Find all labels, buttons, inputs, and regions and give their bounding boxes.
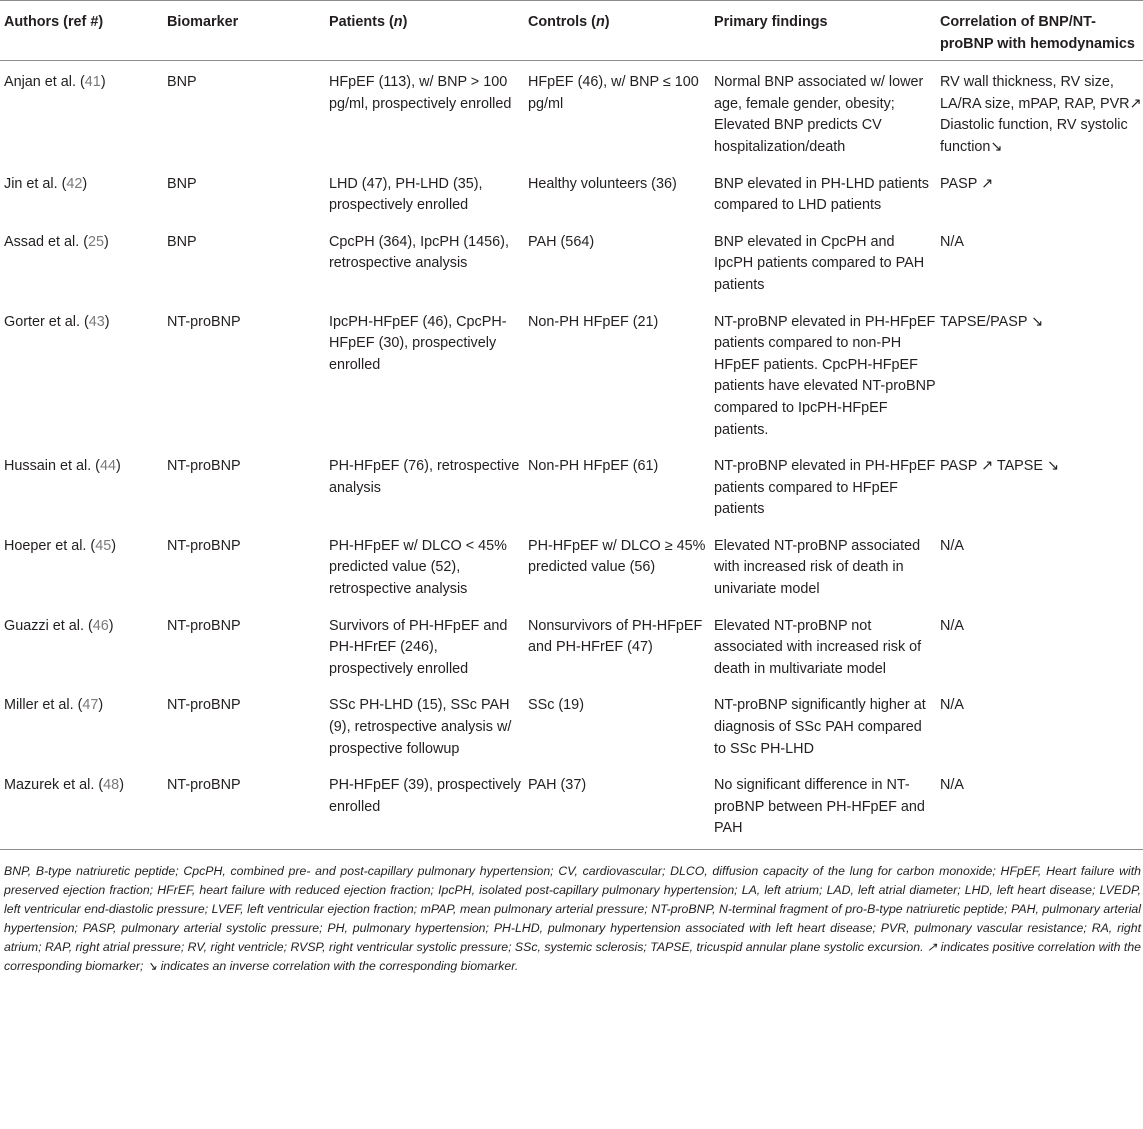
- author-name: Hoeper et al. (: [4, 537, 96, 554]
- reference-close: ): [111, 537, 116, 554]
- cell-biomarker: NT-proBNP: [167, 313, 241, 330]
- cell-patients: CpcPH (364), IpcPH (1456), retrospective analysis: [329, 233, 509, 272]
- table-row: [0, 221, 1143, 301]
- header-findings: Primary findings: [710, 1, 936, 61]
- cell-correlation: PASP ↗: [940, 175, 994, 192]
- reference-link[interactable]: 47: [82, 697, 99, 714]
- reference-link[interactable]: 43: [88, 313, 105, 330]
- author-name: Assad et al. (: [4, 233, 88, 250]
- cell-findings: BNP elevated in CpcPH and IpcPH patients compared to PAH patients: [714, 233, 925, 293]
- cell-biomarker: NT-proBNP: [163, 764, 325, 849]
- table-row: [0, 301, 1143, 446]
- cell-findings: BNP elevated in PH-LHD patients compared to LHD patients: [714, 175, 929, 214]
- cell-patients: PH-HFpEF (76), retrospective analysis: [329, 458, 520, 496]
- cell-patients: PH-HFpEF (39), prospectively enrolled: [325, 764, 524, 849]
- cell-controls: Healthy volunteers (36): [528, 175, 677, 192]
- reference-close: ): [104, 313, 110, 330]
- reference-link[interactable]: 45: [95, 537, 112, 554]
- reference-link[interactable]: 42: [66, 175, 83, 192]
- table-row: [0, 525, 1143, 605]
- cell-controls: SSc (19): [528, 697, 584, 714]
- table-row: [0, 445, 1143, 525]
- cell-author: [0, 525, 163, 605]
- cell-patients: HFpEF (113), w/ BNP > 100 pg/ml, prospectively enrolled: [329, 74, 512, 112]
- cell-author: [0, 61, 163, 163]
- cell-findings: Elevated NT-proBNP associated with increased risk of death in univariate model: [714, 537, 921, 598]
- reference-close: ): [98, 697, 104, 714]
- header-correlation: Correlation of BNP/NT-proBNP with hemodynamics: [936, 1, 1143, 61]
- author-name: Jin et al. (: [4, 175, 67, 192]
- author-name: Anjan et al. (: [4, 74, 85, 91]
- author-name: Guazzi et al. (: [4, 617, 93, 634]
- reference-link[interactable]: 41: [84, 74, 101, 91]
- cell-controls: Nonsurvivors of PH-HFpEF and PH-HFrEF (47): [528, 617, 703, 656]
- cell-controls: Non-PH HFpEF (21): [528, 313, 659, 330]
- reference-close: ): [108, 617, 114, 634]
- cell-author: [0, 764, 163, 849]
- author-name: Mazurek et al. (: [4, 777, 104, 794]
- cell-patients: PH-HFpEF w/ DLCO < 45% predicted value (52), retrospective analysis: [329, 537, 507, 598]
- cell-author: [0, 605, 163, 685]
- author-name: Miller et al. (: [4, 697, 83, 714]
- cell-correlation: N/A: [940, 617, 964, 634]
- cell-author: [0, 221, 163, 301]
- cell-correlation: N/A: [940, 537, 964, 554]
- cell-controls: PAH (37): [524, 764, 710, 849]
- cell-findings: NT-proBNP significantly higher at diagnosis of SSc PAH compared to SSc PH-LHD: [714, 697, 926, 757]
- cell-author: [0, 163, 163, 221]
- cell-patients: SSc PH-LHD (15), SSc PAH (9), retrospective analysis w/ prospective followup: [329, 697, 512, 757]
- reference-close: ): [100, 74, 106, 91]
- cell-correlation: N/A: [940, 697, 964, 714]
- reference-link[interactable]: 25: [87, 233, 104, 250]
- cell-correlation: N/A: [936, 764, 1143, 849]
- cell-patients: Survivors of PH-HFpEF and PH-HFrEF (246), prospectively enrolled: [329, 617, 508, 677]
- table-row: [0, 61, 1143, 163]
- cell-findings: Elevated NT-proBNP not associated with increased risk of death in multivariate model: [714, 617, 922, 677]
- cell-findings: No significant difference in NT-proBNP between PH-HFpEF and PAH: [710, 764, 936, 849]
- table-row: [0, 605, 1143, 685]
- reference-link[interactable]: 46: [92, 617, 109, 634]
- cell-biomarker: BNP: [167, 175, 197, 192]
- cell-correlation: PASP ↗ TAPSE ↘: [940, 458, 1060, 475]
- author-name: Gorter et al. (: [4, 313, 89, 330]
- header-controls: Controls (n): [524, 1, 710, 61]
- cell-patients: IpcPH-HFpEF (46), CpcPH-HFpEF (30), prospectively enrolled: [329, 313, 507, 373]
- cell-biomarker: NT-proBNP: [167, 458, 241, 475]
- cell-biomarker: NT-proBNP: [167, 537, 241, 554]
- cell-controls: PAH (564): [528, 233, 595, 250]
- header-patients: Patients (n): [325, 1, 524, 61]
- cell-author: [0, 301, 163, 446]
- cell-controls: PH-HFpEF w/ DLCO ≥ 45% predicted value (56): [528, 537, 706, 576]
- reference-close: ): [104, 233, 109, 250]
- table-footnote: BNP, B-type natriuretic peptide; CpcPH, combined pre- and post-capillary pulmonary hypertension; CV, cardiovascular; DLCO, diffusion capacity of the lung for carbon monoxide; HFpEF, Heart failure with preserved ejection fraction; HFrEF, heart failure with reduced ejection fraction; IpcPH, isolated post-capillary pulmonary hypertension; LA, left atrium; LAD, left atrial diameter; LHD, left heart disease; LVEDP, left ventricular end-diastolic pressure; LVEF, left ventricular ejection fraction; mPAP, mean pulmonary arterial pressure; NT-proBNP, N-terminal fragment of pro-B-type natriuretic peptide; PAH, pulmonary arterial hypertension; PASP, pulmonary arterial systolic pressure; PH, pulmonary hypertension; PH-LHD, pulmonary hypertension associated with left heart disease; PVR, pulmonary vascular resistance; RA, right atrium; RAP, right atrial pressure; RV, right ventricle; RVSP, right ventricular systolic pressure; SSc, systemic sclerosis; TAPSE, tricuspid annular plane systolic excursion. ↗ indicates positive correlation with the corresponding biomarker; ↘ indicates an inverse correlation with the corresponding biomarker.: [4, 864, 1141, 973]
- cell-correlation: RV wall thickness, RV size, LA/RA size, mPAP, RAP, PVR↗ Diastolic function, RV systolic function↘: [940, 74, 1142, 155]
- header-biomarker: Biomarker: [163, 1, 325, 61]
- cell-controls: Non-PH HFpEF (61): [528, 458, 659, 475]
- cell-findings: NT-proBNP elevated in PH-HFpEF patients compared to HFpEF patients: [714, 458, 936, 518]
- cell-author: [0, 684, 163, 764]
- reference-link[interactable]: 44: [99, 458, 116, 475]
- cell-findings: Normal BNP associated w/ lower age, female gender, obesity; Elevated BNP predicts CV hospitalization/death: [714, 74, 924, 155]
- header-authors: Authors (ref #): [0, 1, 163, 61]
- cell-author: [0, 445, 163, 525]
- cell-biomarker: NT-proBNP: [167, 617, 241, 634]
- table-row: [0, 764, 1143, 849]
- reference-link[interactable]: 48: [103, 777, 120, 794]
- table-row: [0, 163, 1143, 221]
- cell-correlation: N/A: [940, 233, 964, 250]
- table-row: [0, 684, 1143, 764]
- author-name: Hussain et al. (: [4, 458, 100, 475]
- cell-findings: NT-proBNP elevated in PH-HFpEF patients compared to non-PH HFpEF patients. CpcPH-HFpEF patients have elevated NT-proBNP compared to IpcPH-HFpEF patients.: [714, 313, 936, 438]
- header-row: [0, 1, 1143, 61]
- reference-close: ): [119, 777, 124, 794]
- cell-patients: LHD (47), PH-LHD (35), prospectively enrolled: [329, 175, 483, 214]
- cell-controls: HFpEF (46), w/ BNP ≤ 100 pg/ml: [528, 74, 699, 112]
- cell-correlation: TAPSE/PASP ↘: [940, 313, 1044, 330]
- cell-biomarker: BNP: [167, 233, 197, 250]
- cell-biomarker: NT-proBNP: [167, 697, 241, 714]
- reference-close: ): [116, 458, 121, 475]
- reference-close: ): [82, 175, 88, 192]
- cell-biomarker: BNP: [167, 74, 197, 91]
